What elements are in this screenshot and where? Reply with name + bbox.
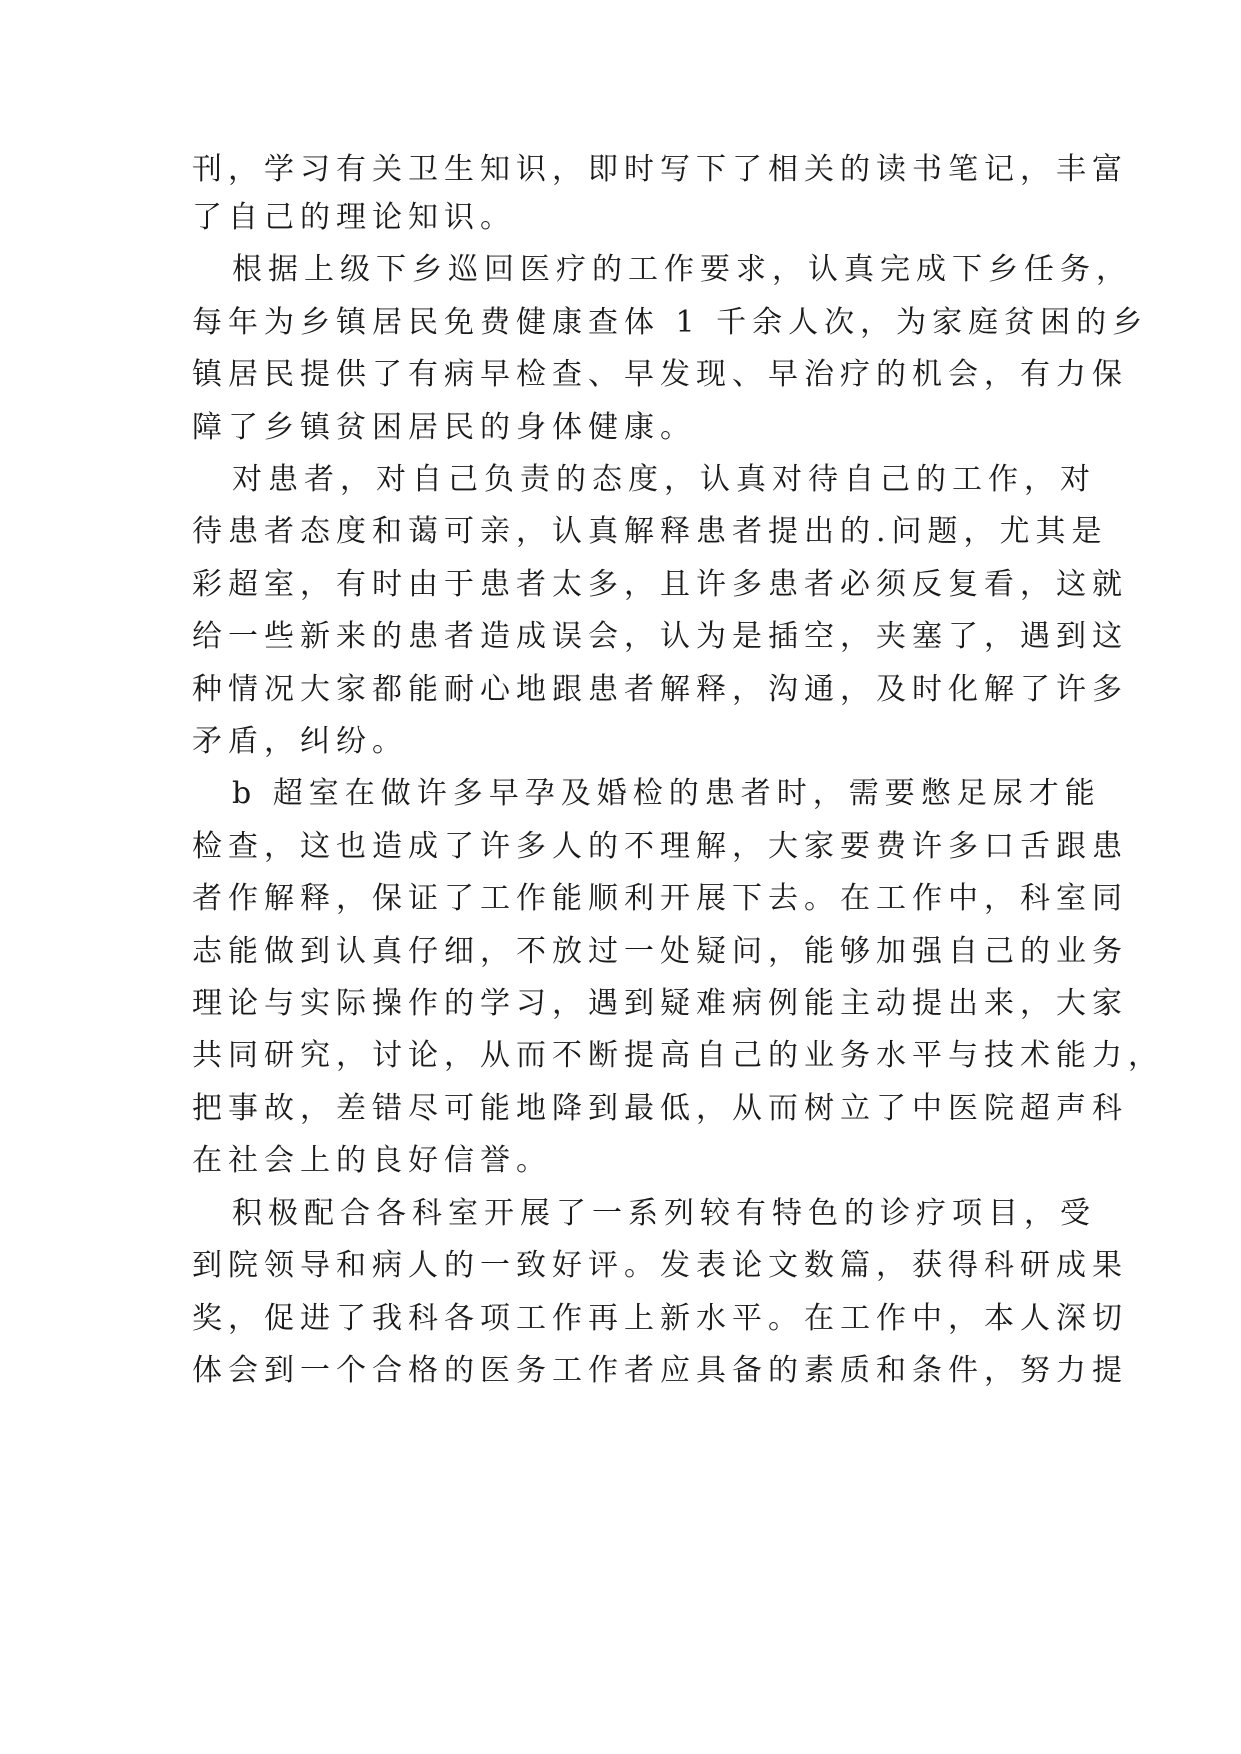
- text-line: 种情况大家都能耐心地跟患者解释，沟通，及时化解了许多: [192, 672, 1128, 707]
- text-line: 根据上级下乡巡回医疗的工作要求，认真完成下乡任务，: [232, 252, 1132, 287]
- text-line: 奖，促进了我科各项工作再上新水平。在工作中，本人深切: [192, 1301, 1128, 1336]
- text-line: 在社会上的良好信誉。: [192, 1143, 552, 1178]
- text-line: 刊，学习有关卫生知识，即时写下了相关的读书笔记，丰富: [192, 152, 1128, 187]
- text-line: 者作解释，保证了工作能顺利开展下去。在工作中，科室同: [192, 881, 1128, 916]
- text-line: 到院领导和病人的一致好评。发表论文数篇，获得科研成果: [192, 1248, 1128, 1283]
- text-line: 检查，这也造成了许多人的不理解，大家要费许多口舌跟患: [192, 829, 1128, 864]
- text-line: 共同研究，讨论，从而不断提高自己的业务水平与技术能力，: [192, 1038, 1164, 1073]
- text-line: 积极配合各科室开展了一系列较有特色的诊疗项目，受: [232, 1196, 1096, 1231]
- text-line: b 超室在做许多早孕及婚检的患者时，需要憋足尿才能: [232, 776, 1101, 811]
- text-line: 彩超室，有时由于患者太多，且许多患者必须反复看，这就: [192, 567, 1128, 602]
- text-line: 理论与实际操作的学习，遇到疑难病例能主动提出来，大家: [192, 986, 1128, 1021]
- text-line: 矛盾，纠纷。: [192, 724, 408, 759]
- text-line: 志能做到认真仔细，不放过一处疑问，能够加强自己的业务: [192, 934, 1128, 969]
- text-line: 待患者态度和蔼可亲，认真解释患者提出的.问题，尤其是: [192, 514, 1108, 549]
- text-line: 对患者，对自己负责的态度，认真对待自己的工作，对: [232, 462, 1096, 497]
- text-line: 每年为乡镇居民免费健康查体 1 千余人次，为家庭贫困的乡: [192, 305, 1149, 340]
- text-line: 给一些新来的患者造成误会，认为是插空，夹塞了，遇到这: [192, 619, 1128, 654]
- text-line: 镇居民提供了有病早检查、早发现、早治疗的机会，有力保: [192, 357, 1128, 392]
- text-line: 把事故，差错尽可能地降到最低，从而树立了中医院超声科: [192, 1091, 1128, 1126]
- text-line: 障了乡镇贫困居民的身体健康。: [192, 410, 696, 445]
- text-line: 了自己的理论知识。: [192, 200, 516, 235]
- text-line: 体会到一个合格的医务工作者应具备的素质和条件，努力提: [192, 1353, 1128, 1388]
